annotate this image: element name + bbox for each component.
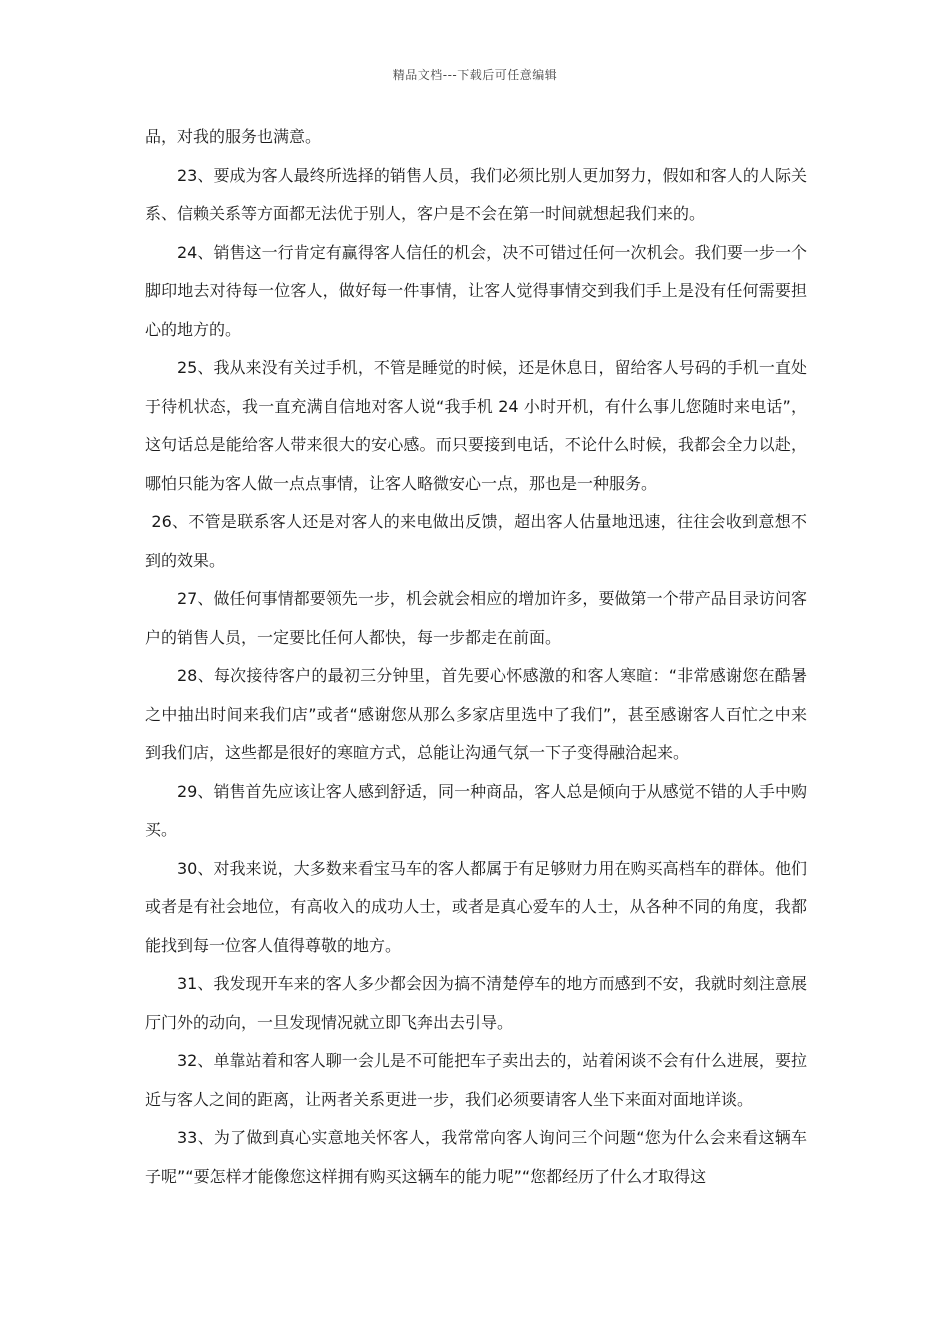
paragraph-25: 25、我从来没有关过手机，不管是睡觉的时候，还是休息日，留给客人号码的手机一直处于待机状态，我一直充满自信地对客人说“我手机 24 小时开机，有什么事儿您随时来电话”，这句话总是能给客人带来很大的安心感。而只要接到电话，不论什么时候，我都会全力以赴，哪怕只能为客人做一点点事情，让客人略微安心一点，那也是一种服务。 <box>145 358 807 493</box>
paragraph-29: 29、销售首先应该让客人感到舒适，同一种商品，客人总是倾向于从感觉不错的人手中购买。 <box>145 781 807 839</box>
paragraph-24: 24、销售这一行肯定有赢得客人信任的机会，决不可错过任何一次机会。我们要一步一个脚印地去对待每一位客人，做好每一件事情，让客人觉得事情交到我们手上是没有任何需要担心的地方的。 <box>145 242 807 339</box>
paragraph-31: 31、我发现开车来的客人多少都会因为搞不清楚停车的地方而感到不安，我就时刻注意展厅门外的动向，一旦发现情况就立即飞奔出去引导。 <box>145 974 807 1032</box>
paragraph-26: 26、不管是联系客人还是对客人的来电做出反馈，超出客人估量地迅速，往往会收到意想不到的效果。 <box>145 512 807 570</box>
paragraph-33: 33、为了做到真心实意地关怀客人，我常常向客人询问三个问题“您为什么会来看这辆车子呢”“要怎样才能像您这样拥有购买这辆车的能力呢”“您都经历了什么才取得这 <box>145 1128 807 1186</box>
paragraph-23: 23、要成为客人最终所选择的销售人员，我们必须比别人更加努力，假如和客人的人际关系、信赖关系等方面都无法优于别人，客户是不会在第一时间就想起我们来的。 <box>145 165 807 223</box>
paragraph-30: 30、对我来说，大多数来看宝马车的客人都属于有足够财力用在购买高档车的群体。他们或者是有社会地位，有高收入的成功人士，或者是真心爱车的人士，从各种不同的角度，我都能找到每一位客人值得尊敬的地方。 <box>145 858 807 955</box>
page-header: 精品文档---下载后可任意编辑 <box>392 68 558 82</box>
document-body <box>145 118 807 1196</box>
paragraph-27: 27、做任何事情都要领先一步，机会就会相应的增加许多，要做第一个带产品目录访问客户的销售人员，一定要比任何人都快，每一步都走在前面。 <box>145 589 807 647</box>
paragraph-28: 28、每次接待客户的最初三分钟里，首先要心怀感激的和客人寒暄：“非常感谢您在酷暑之中抽出时间来我们店”或者“感谢您从那么多家店里选中了我们”，甚至感谢客人百忙之中来到我们店，这些都是很好的寒暄方式，总能让沟通气氛一下子变得融洽起来。 <box>145 666 807 762</box>
paragraph-continuation: 品，对我的服务也满意。 <box>145 127 322 146</box>
paragraph-32: 32、单靠站着和客人聊一会儿是不可能把车子卖出去的，站着闲谈不会有什么进展，要拉近与客人之间的距离，让两者关系更进一步，我们必须要请客人坐下来面对面地详谈。 <box>145 1051 807 1109</box>
